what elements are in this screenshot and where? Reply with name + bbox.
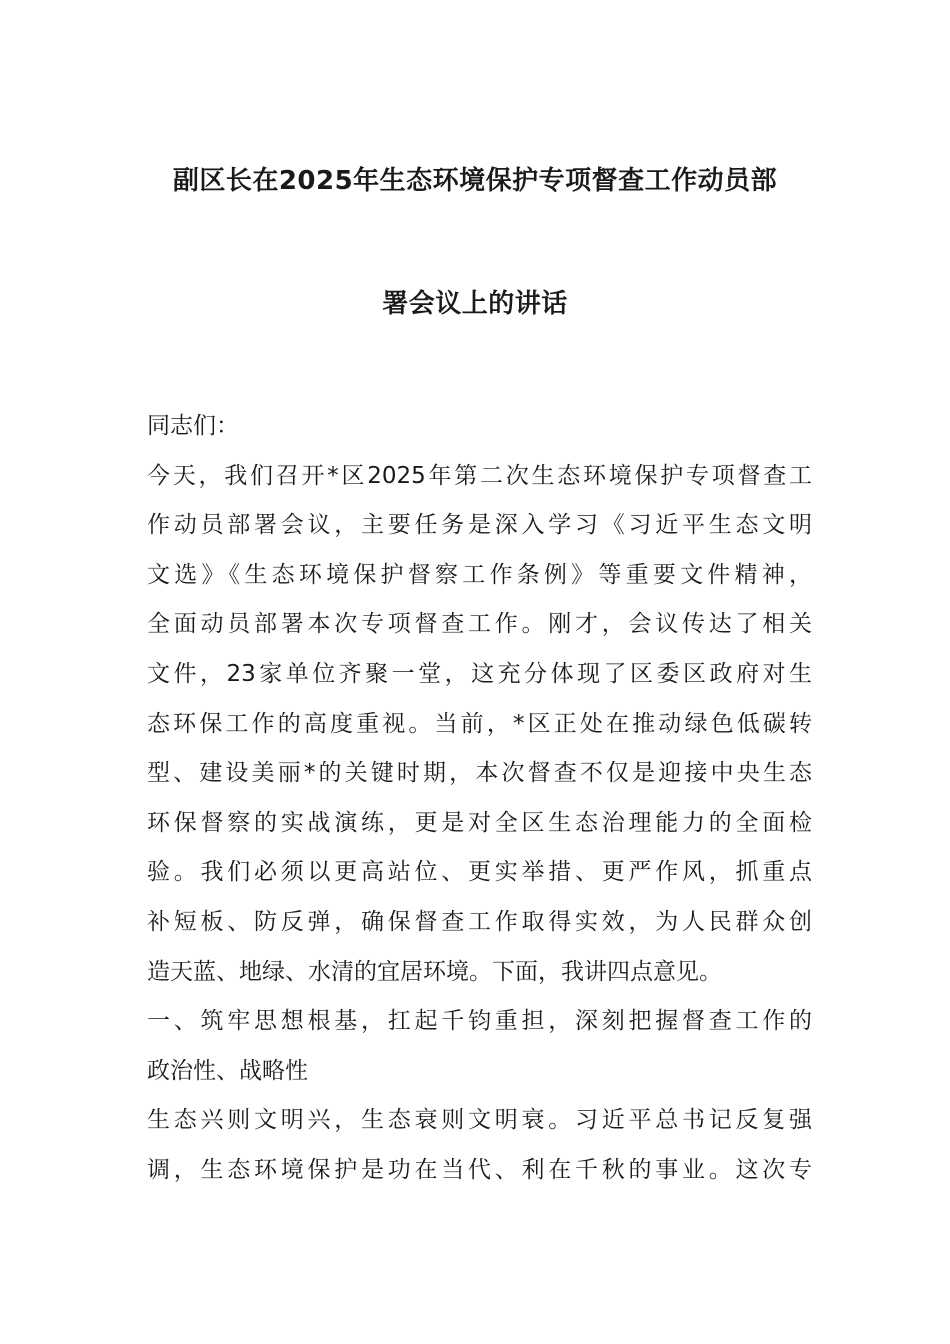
text-line: 型、建设美丽*的关键时期，本次督查不仅是迎接中央生态 — [147, 760, 812, 787]
text-line: 今天，我们召开*区2025年第二次生态环境保护专项督查工 — [147, 462, 812, 489]
text-line: 验。我们必须以更高站位、更实举措、更严作风，抓重点 — [147, 859, 812, 886]
text-line: 环保督察的实战演练，更是对全区生态治理能力的全面检 — [147, 809, 812, 836]
section-heading-line: 政治性、战略性 — [147, 1057, 308, 1084]
text-line: 造天蓝、地绿、水清的宜居环境。下面，我讲四点意见。 — [147, 958, 722, 985]
salutation: 同志们： — [147, 413, 239, 439]
text-line: 作动员部署会议，主要任务是深入学习《习近平生态文明 — [147, 512, 812, 539]
text-line: 文件，23家单位齐聚一堂，这充分体现了区委区政府对生 — [147, 660, 812, 687]
text-line: 生态兴则文明兴，生态衰则文明衰。习近平总书记反复强 — [147, 1107, 812, 1134]
document-title-line-2: 署会议上的讲话 — [382, 289, 568, 319]
text-line: 全面动员部署本次专项督查工作。刚才，会议传达了相关 — [147, 611, 812, 638]
text-line: 文选》《生态环境保护督察工作条例》等重要文件精神， — [147, 561, 812, 588]
section-heading-line: 一、筑牢思想根基，扛起千钧重担，深刻把握督查工作的 — [147, 1008, 812, 1035]
text-line: 态环保工作的高度重视。当前，*区正处在推动绿色低碳转 — [147, 710, 812, 737]
text-line: 调，生态环境保护是功在当代、利在千秋的事业。这次专 — [147, 1156, 812, 1183]
document-title-line-1: 副区长在2025年生态环境保护专项督查工作动员部 — [172, 166, 778, 196]
document-body — [147, 402, 812, 1196]
text-line: 补短板、防反弹，确保督查工作取得实效，为人民群众创 — [147, 908, 812, 935]
